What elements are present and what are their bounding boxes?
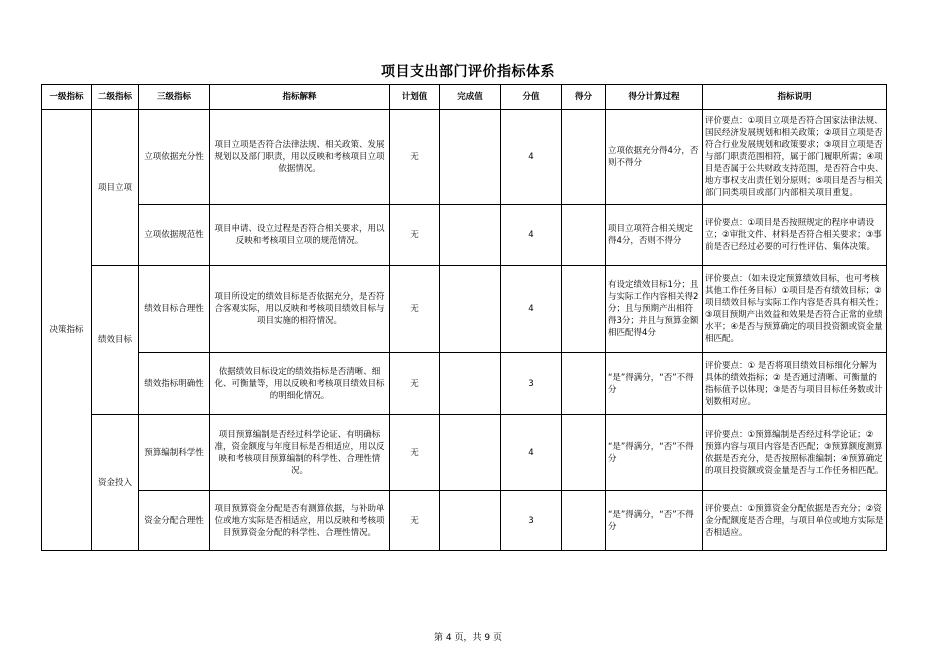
- score-value-cell: 3: [501, 353, 562, 415]
- table-row: [42, 205, 887, 266]
- note-cell: 评价要点：① 是否将项目绩效目标细化分解为具体的绩效指标；② 是否通过清晰、可衡量的指标值予以体现；③是否与项目目标任务数或计划数相对应。: [703, 353, 887, 415]
- explain-cell: 项目立项是否符合法律法规、相关政策、发展规划以及部门职责，用以反映和考核项目立项依据情况。: [210, 110, 390, 205]
- explain-cell: 项目所设定的绩效目标是否依据充分，是否符合客观实际，用以反映和考核项目绩效目标与项目实施的相符情况。: [210, 266, 390, 353]
- calc-cell: “是”得满分，“否”不得分: [606, 491, 703, 551]
- plan-cell: 无: [390, 110, 440, 205]
- header-cell: 完成值: [440, 85, 501, 110]
- header-row: [42, 85, 887, 110]
- indicator-table: [41, 84, 887, 551]
- table-row: [42, 415, 887, 491]
- level3-cell: 立项依据充分性: [139, 110, 210, 205]
- score-cell: [562, 353, 606, 415]
- note-cell: 评价要点：①项目是否按照规定的程序申请设立；②审批文件、材料是否符合相关要求；③事前是否已经过必要的可行性评估、集体决策。: [703, 205, 887, 266]
- score-cell: [562, 415, 606, 491]
- level2-cell: 资金投入: [92, 415, 139, 551]
- note-cell: 评价要点：①预算编制是否经过科学论证；② 预算内容与项目内容是否匹配；③预算额度测算依据是否充分，是否按照标准编制；④预算确定的项目投资额或资金量是否与工作任务相匹配。: [703, 415, 887, 491]
- level2-cell: 项目立项: [92, 110, 139, 266]
- header-cell: 得分计算过程: [606, 85, 703, 110]
- score-cell: [562, 110, 606, 205]
- header-cell: 二级指标: [92, 85, 139, 110]
- plan-cell: 无: [390, 353, 440, 415]
- done-cell: [440, 110, 501, 205]
- done-cell: [440, 266, 501, 353]
- level3-cell: 立项依据规范性: [139, 205, 210, 266]
- explain-cell: 依据绩效目标设定的绩效指标是否清晰、细化、可衡量等，用以反映和考核项目绩效目标的明细化情况。: [210, 353, 390, 415]
- done-cell: [440, 415, 501, 491]
- calc-cell: “是”得满分，“否”不得分: [606, 353, 703, 415]
- page-title: 项目支出部门评价指标体系: [381, 64, 555, 80]
- header-cell: 指标解释: [210, 85, 390, 110]
- level1-cell: 决策指标: [42, 110, 92, 551]
- table-row: [42, 353, 887, 415]
- header-cell: 计划值: [390, 85, 440, 110]
- header-cell: 一级指标: [42, 85, 92, 110]
- note-cell: 评价要点：（如未设定预算绩效目标，也可考核其他工作任务目标）①项目是否有绩效目标；②项目绩效目标与实际工作内容是否具有相关性；③项目预期产出效益和效果是否符合正常的业绩水平；④是否与预算确定的项目投资额或资金量相匹配。: [703, 266, 887, 353]
- note-cell: 评价要点：①预算资金分配依据是否充分；②资金分配额度是否合理，与项目单位或地方实际是否相适应。: [703, 491, 887, 551]
- level3-cell: 绩效指标明确性: [139, 353, 210, 415]
- header-cell: 指标说明: [703, 85, 887, 110]
- calc-cell: 立项依据充分得4分，否则不得分: [606, 110, 703, 205]
- explain-cell: 项目预算编制是否经过科学论证、有明确标准，资金额度与年度目标是否相适应，用以反映和考核项目预算编制的科学性、合理性情况。: [210, 415, 390, 491]
- score-value-cell: 4: [501, 415, 562, 491]
- note-cell: 评价要点：①项目立项是否符合国家法律法规、国民经济发展规划和相关政策；②项目立项是否符合行业发展规划和政策要求；③项目立项是否与部门职责范围相符，属于部门履职所需；④项目是否属于公共财政支持范围，是否符合中央、地方事权支出责任划分原则；⑤项目是否与相关部门同类项目或部门内部相关项目重复。: [703, 110, 887, 205]
- calc-cell: 项目立项符合相关规定得4分，否则不得分: [606, 205, 703, 266]
- score-value-cell: 4: [501, 266, 562, 353]
- score-value-cell: 4: [501, 110, 562, 205]
- header-cell: 得分: [562, 85, 606, 110]
- score-value-cell: 3: [501, 491, 562, 551]
- score-cell: [562, 205, 606, 266]
- plan-cell: 无: [390, 266, 440, 353]
- calc-cell: 有设定绩效目标1分；且与实际工作内容相关得2分；且与预期产出相符得3分；并且与预算金额相匹配得4分: [606, 266, 703, 353]
- plan-cell: 无: [390, 415, 440, 491]
- calc-cell: “是”得满分，“否”不得分: [606, 415, 703, 491]
- done-cell: [440, 353, 501, 415]
- score-cell: [562, 266, 606, 353]
- done-cell: [440, 205, 501, 266]
- header-cell: 三级指标: [139, 85, 210, 110]
- done-cell: [440, 491, 501, 551]
- level2-cell: 绩效目标: [92, 266, 139, 415]
- explain-cell: 项目预算资金分配是否有测算依据，与补助单位或地方实际是否相适应，用以反映和考核项目预算资金分配的科学性、合理性情况。: [210, 491, 390, 551]
- score-value-cell: 4: [501, 205, 562, 266]
- explain-cell: 项目申请、设立过程是否符合相关要求，用以反映和考核项目立项的规范情况。: [210, 205, 390, 266]
- plan-cell: 无: [390, 205, 440, 266]
- plan-cell: 无: [390, 491, 440, 551]
- score-cell: [562, 491, 606, 551]
- table-row: [42, 266, 887, 353]
- page-footer: 第 4 页，共 9 页: [434, 633, 502, 643]
- table-row: [42, 110, 887, 205]
- level3-cell: 预算编制科学性: [139, 415, 210, 491]
- header-cell: 分值: [501, 85, 562, 110]
- level3-cell: 绩效目标合理性: [139, 266, 210, 353]
- table-row: [42, 491, 887, 551]
- level3-cell: 资金分配合理性: [139, 491, 210, 551]
